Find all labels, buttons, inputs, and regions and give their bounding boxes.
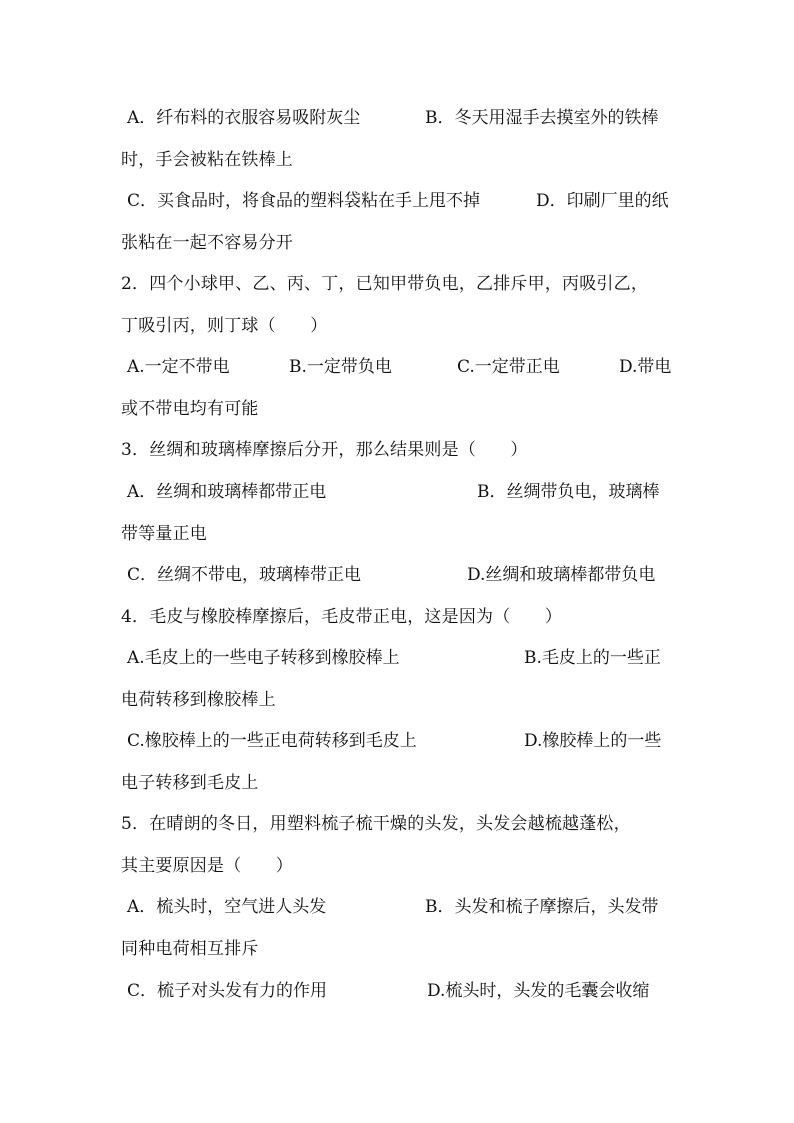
q2-option-d-continued: 或不带电均有可能 (121, 399, 259, 419)
q3-option-b: B．丝绸带负电，玻璃棒 (477, 482, 660, 502)
q1-options-row-1 (121, 97, 681, 139)
q4-option-b-continued: 电荷转移到橡胶棒上 (121, 690, 276, 710)
q5-option-b-continued: 同种电荷相互排斥 (121, 939, 259, 959)
q3-option-a: A．丝绸和玻璃棒都带正电 (127, 482, 327, 502)
q2-options-row (121, 346, 681, 388)
q3-stem: 3．丝绸和玻璃棒摩擦后分开，那么结果则是（ ） (121, 440, 528, 460)
q3-option-c: C．丝绸不带电，玻璃棒带正电 (127, 565, 362, 585)
q1-options-row-2 (121, 180, 681, 222)
q2-option-c: C.一定带正电 (457, 357, 560, 377)
q2-option-d: D.带电 (619, 357, 672, 377)
q2-option-b: B.一定带负电 (289, 357, 392, 377)
q5-options-row-2 (121, 970, 681, 1012)
q3-options-row-1 (121, 471, 681, 513)
q4-option-c: C.橡胶棒上的一些正电荷转移到毛皮上 (127, 731, 417, 751)
q2-stem-line-2: 丁吸引丙，则丁球（ ） (121, 316, 328, 336)
q1-option-b: B．冬天用湿手去摸室外的铁棒 (425, 108, 659, 128)
q1-option-a: A．纤布料的衣服容易吸附灰尘 (127, 108, 361, 128)
q4-option-a: A.毛皮上的一些电子转移到橡胶棒上 (127, 648, 400, 668)
q4-options-row-1 (121, 637, 681, 679)
q1-option-c: C．买食品时，将食品的塑料袋粘在手上甩不掉 (127, 191, 481, 211)
q5-options-row-1 (121, 886, 681, 928)
q1-option-b-continued: 时，手会被粘在铁棒上 (121, 150, 293, 170)
q4-option-d-continued: 电子转移到毛皮上 (121, 773, 259, 793)
q5-option-c: C．梳子对头发有力的作用 (127, 981, 328, 1001)
q5-stem-line-1: 5．在晴朗的冬日，用塑料梳子梳干燥的头发，头发会越梳越蓬松， (121, 814, 631, 834)
q1-option-d-continued: 张粘在一起不容易分开 (121, 233, 293, 253)
q4-option-d: D.橡胶棒上的一些 (524, 731, 662, 751)
q2-stem-line-1: 2．四个小球甲、乙、丙、丁，已知甲带负电，乙排斥甲，丙吸引乙， (121, 274, 649, 294)
q2-option-a: A.一定不带电 (127, 357, 230, 377)
q1-option-d: D．印刷厂里的纸 (536, 191, 669, 211)
q4-stem: 4．毛皮与橡胶棒摩擦后，毛皮带正电，这是因为（ ） (121, 607, 563, 627)
q5-stem-line-2: 其主要原因是（ ） (121, 856, 293, 876)
q5-option-b: B．头发和梳子摩擦后，头发带 (425, 897, 659, 917)
q3-options-row-2 (121, 554, 681, 596)
q5-option-a: A．梳头时，空气进人头发 (127, 897, 327, 917)
q4-options-row-2 (121, 720, 681, 762)
q4-option-b: B.毛皮上的一些正 (524, 648, 661, 668)
q5-option-d: D.梳头时，头发的毛囊会收缩 (427, 981, 650, 1001)
q3-option-b-continued: 带等量正电 (121, 524, 207, 544)
q3-option-d: D.丝绸和玻璃棒都带负电 (467, 565, 656, 585)
